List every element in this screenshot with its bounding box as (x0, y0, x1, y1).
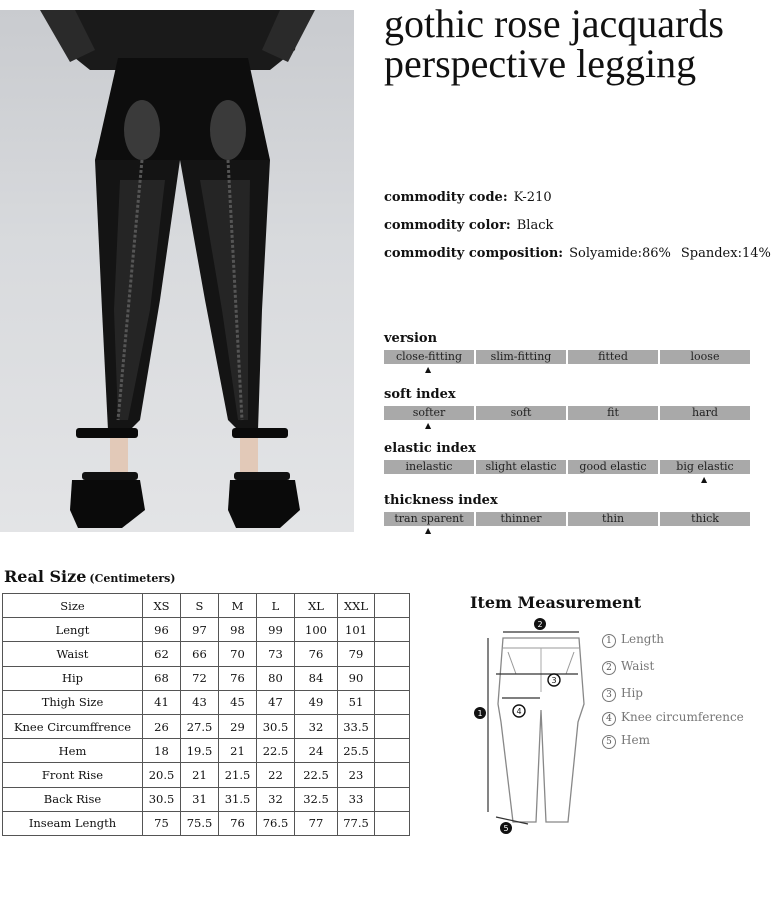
table-cell: 33.5 (338, 714, 375, 738)
product-title: gothic rose jacquards perspective legging (384, 1, 724, 86)
table-header-row (3, 594, 410, 618)
product-photo (0, 10, 354, 532)
table-cell: 18 (143, 739, 181, 763)
table-cell: 101 (338, 618, 375, 642)
elastic-index-scale (384, 460, 750, 474)
table-cell: 62 (143, 642, 181, 666)
table-row-label: Hip (3, 666, 143, 690)
table-row-label: Knee Circumffrence (3, 714, 143, 738)
table-cell: 19.5 (181, 739, 219, 763)
marker-hip-number: 3 (551, 676, 557, 685)
left-ankle-strap (76, 428, 138, 438)
table-row (3, 763, 410, 787)
table-cell: 73 (257, 642, 295, 666)
table-row-label: Front Rise (3, 763, 143, 787)
table-empty-cell (375, 739, 410, 763)
table-empty-cell (375, 594, 410, 618)
table-cell: 31.5 (219, 787, 257, 811)
table-cell: 76 (295, 642, 338, 666)
soft-index-scale (384, 406, 750, 420)
table-cell: 26 (143, 714, 181, 738)
thickness-index-option: thinner (476, 512, 566, 526)
table-row-label: Thigh Size (3, 690, 143, 714)
spec-code-label: commodity code: (384, 190, 508, 205)
table-cell: 32.5 (295, 787, 338, 811)
table-cell: 96 (143, 618, 181, 642)
table-empty-cell (375, 666, 410, 690)
table-empty-cell (375, 763, 410, 787)
table-cell: 72 (181, 666, 219, 690)
table-cell: 77.5 (338, 811, 375, 835)
table-empty-cell (375, 690, 410, 714)
legging-illustration (0, 10, 354, 532)
table-cell: 75 (143, 811, 181, 835)
table-empty-cell (375, 714, 410, 738)
spec-color (384, 218, 563, 233)
table-row (3, 642, 410, 666)
table-header-cell: XL (295, 594, 338, 618)
marker-hem-icon (500, 822, 512, 834)
left-shoe (70, 480, 145, 528)
marker-waist-number: 2 (537, 620, 543, 629)
table-cell: 32 (295, 714, 338, 738)
table-cell: 49 (295, 690, 338, 714)
soft-index-option: softer (384, 406, 474, 420)
table-cell: 70 (219, 642, 257, 666)
table-cell: 27.5 (181, 714, 219, 738)
legend-waist (602, 659, 654, 675)
elastic-index-marker-icon: ▲ (701, 475, 708, 484)
table-cell: 99 (257, 618, 295, 642)
table-row (3, 666, 410, 690)
table-cell: 51 (338, 690, 375, 714)
table-cell: 79 (338, 642, 375, 666)
legend-label: Hip (621, 686, 643, 700)
marker-hip-icon (548, 674, 560, 686)
table-row-label: Back Rise (3, 787, 143, 811)
thickness-index-marker-icon: ▲ (425, 526, 432, 535)
table-empty-cell (375, 787, 410, 811)
spec-color-value: Black (516, 218, 554, 233)
spec-color-label: commodity color: (384, 218, 511, 233)
right-toe-strap (234, 472, 290, 480)
table-cell: 20.5 (143, 763, 181, 787)
legend-number: 4 (602, 712, 616, 726)
table-empty-cell (375, 618, 410, 642)
table-cell: 45 (219, 690, 257, 714)
marker-length-icon (474, 707, 486, 719)
table-header-cell: XXL (338, 594, 375, 618)
table-cell: 32 (257, 787, 295, 811)
legend-hip (602, 686, 643, 702)
table-cell: 22.5 (295, 763, 338, 787)
table-header-cell: XS (143, 594, 181, 618)
legend-number: 5 (602, 735, 616, 749)
thickness-index-option: thin (568, 512, 658, 526)
table-cell: 30.5 (257, 714, 295, 738)
legend-label: Waist (621, 659, 655, 673)
table-row (3, 690, 410, 714)
table-cell: 33 (338, 787, 375, 811)
table-row-label: Lengt (3, 618, 143, 642)
table-cell: 76.5 (257, 811, 295, 835)
table-cell: 75.5 (181, 811, 219, 835)
spec-code (384, 190, 562, 205)
table-cell: 22 (257, 763, 295, 787)
thickness-index-label: thickness index (384, 493, 498, 508)
table-cell: 29 (219, 714, 257, 738)
legend-number: 3 (602, 688, 616, 702)
table-row-label: Waist (3, 642, 143, 666)
table-cell: 84 (295, 666, 338, 690)
legend-label: Length (621, 632, 665, 646)
size-chart-title (4, 567, 176, 586)
elastic-index-option: inelastic (384, 460, 474, 474)
table-cell: 21 (181, 763, 219, 787)
legend-length (602, 632, 664, 648)
table-header-cell: L (257, 594, 295, 618)
table-cell: 22.5 (257, 739, 295, 763)
table-cell: 23 (338, 763, 375, 787)
legend-label: Hem (621, 733, 650, 747)
table-cell: 21 (219, 739, 257, 763)
version-option: slim-fitting (476, 350, 566, 364)
left-applique (124, 100, 160, 160)
marker-knee-number: 4 (516, 707, 522, 716)
table-row (3, 739, 410, 763)
marker-length-number: 1 (477, 709, 483, 718)
table-cell: 98 (219, 618, 257, 642)
spec-composition-value: Solyamide:86% (569, 246, 671, 261)
spec-composition-value2: Spandex:14% (680, 246, 771, 261)
version-option: fitted (568, 350, 658, 364)
marker-knee-icon (513, 705, 525, 717)
table-row-label: Hem (3, 739, 143, 763)
table-row (3, 714, 410, 738)
table-cell: 76 (219, 666, 257, 690)
soft-index-option: hard (660, 406, 750, 420)
marker-waist-icon (534, 618, 546, 630)
soft-index-option: soft (476, 406, 566, 420)
table-empty-cell (375, 642, 410, 666)
table-cell: 43 (181, 690, 219, 714)
table-row (3, 811, 410, 835)
table-row (3, 618, 410, 642)
elastic-index-option: slight elastic (476, 460, 566, 474)
table-cell: 76 (219, 811, 257, 835)
right-ankle-strap (232, 428, 288, 438)
version-scale (384, 350, 750, 364)
table-cell: 31 (181, 787, 219, 811)
legend-number: 2 (602, 661, 616, 675)
pants-diagram (466, 612, 596, 840)
legend-knee (602, 710, 744, 726)
size-chart-unit: (Centimeters) (89, 572, 176, 585)
version-label: version (384, 331, 438, 346)
table-cell: 66 (181, 642, 219, 666)
table-cell: 47 (257, 690, 295, 714)
table-cell: 77 (295, 811, 338, 835)
table-cell: 68 (143, 666, 181, 690)
table-cell: 90 (338, 666, 375, 690)
left-toe-strap (82, 472, 138, 480)
table-row-label: Inseam Length (3, 811, 143, 835)
right-applique (210, 100, 246, 160)
soft-index-option: fit (568, 406, 658, 420)
table-cell: 80 (257, 666, 295, 690)
elastic-index-option: good elastic (568, 460, 658, 474)
spec-code-value: K-210 (513, 190, 552, 205)
table-header-cell: S (181, 594, 219, 618)
legend-number: 1 (602, 634, 616, 648)
size-table (2, 593, 410, 836)
legend-hem (602, 733, 650, 749)
item-measurement-title: Item Measurement (470, 593, 642, 612)
left-pocket (508, 652, 516, 674)
table-cell: 41 (143, 690, 181, 714)
version-option: loose (660, 350, 750, 364)
spec-composition (384, 246, 781, 261)
thickness-index-scale (384, 512, 750, 526)
right-shoe (228, 480, 300, 528)
thickness-index-option: thick (660, 512, 750, 526)
version-marker-icon: ▲ (425, 365, 432, 374)
table-cell: 97 (181, 618, 219, 642)
table-header-cell: Size (3, 594, 143, 618)
table-cell: 25.5 (338, 739, 375, 763)
right-pocket (566, 652, 574, 674)
table-cell: 100 (295, 618, 338, 642)
soft-index-label: soft index (384, 387, 456, 402)
table-cell: 24 (295, 739, 338, 763)
size-chart-heading: Real Size (4, 567, 87, 586)
table-row (3, 787, 410, 811)
legend-label: Knee circumference (621, 710, 744, 724)
elastic-index-option: big elastic (660, 460, 750, 474)
marker-hem-number: 5 (503, 824, 509, 833)
spec-composition-label: commodity composition: (384, 246, 564, 261)
table-empty-cell (375, 811, 410, 835)
table-cell: 21.5 (219, 763, 257, 787)
soft-index-marker-icon: ▲ (425, 421, 432, 430)
thickness-index-option: tran sparent (384, 512, 474, 526)
elastic-index-label: elastic index (384, 441, 476, 456)
version-option: close-fitting (384, 350, 474, 364)
table-cell: 30.5 (143, 787, 181, 811)
table-header-cell: M (219, 594, 257, 618)
